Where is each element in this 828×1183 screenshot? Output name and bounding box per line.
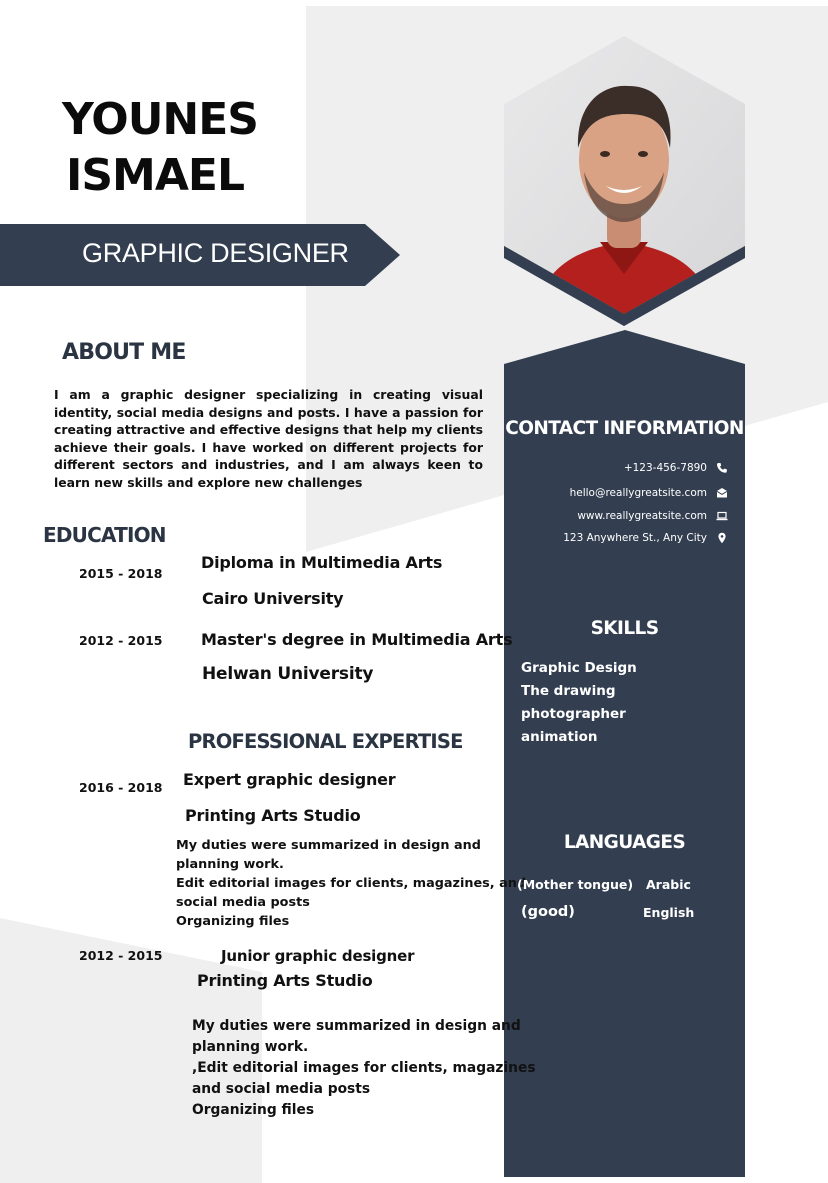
expertise-role: Junior graphic designer [221, 947, 415, 965]
candidate-name [62, 92, 258, 204]
duty-line: Edit editorial images for clients, magazines, and [176, 876, 526, 891]
about-text: I am a graphic designer specializing in creating visual identity, social media designs and posts. I have a passion for creating attractive and effective designs that help my clients achieve their goals. I have worked on different projects for different sectors and industries, and I am always keen to learn new skills and explore new challenges [54, 387, 483, 490]
language-level: (Mother tongue) [517, 877, 634, 892]
duty-line: Organizing files [192, 1102, 315, 1118]
education-degree: Diploma in Multimedia Arts [201, 553, 443, 572]
duty-line: planning work. [176, 857, 284, 872]
language-level: (good) [521, 904, 575, 920]
phone-text: +123-456-7890 [623, 462, 707, 474]
expertise-role: Expert graphic designer [183, 770, 396, 789]
skill-item: photographer [521, 706, 626, 722]
profile-photo [504, 36, 745, 326]
skills-heading: SKILLS [590, 618, 659, 639]
education-years: 2015 - 2018 [79, 566, 163, 581]
expertise-company: Printing Arts Studio [185, 806, 361, 825]
skill-item: Graphic Design [521, 660, 637, 676]
contact-address [563, 532, 728, 544]
location-pin-icon [716, 532, 728, 544]
address-text: 123 Anywhere St., Any City [563, 532, 707, 544]
duty-line: planning work. [192, 1039, 309, 1055]
duty-line: My duties were summarized in design and [192, 1018, 521, 1034]
email-text: hello@reallygreatsite.com [569, 487, 707, 499]
job-title: GRAPHIC DESIGNER [82, 238, 349, 268]
duty-line: social media posts [176, 895, 310, 910]
contact-website [577, 510, 728, 522]
phone-icon [716, 462, 728, 474]
duty-line: Organizing files [176, 914, 290, 929]
about-heading: ABOUT ME [62, 340, 186, 365]
education-school: Helwan University [202, 664, 374, 684]
contact-heading: CONTACT INFORMATION [505, 418, 744, 439]
expertise-duties [176, 836, 526, 931]
last-name: ISMAEL [66, 150, 244, 201]
languages-heading: LANGUAGES [563, 832, 686, 853]
education-school: Cairo University [202, 589, 344, 608]
language-name: English [643, 905, 695, 920]
duty-line: My duties were summarized in design and [176, 838, 481, 853]
skill-item: animation [521, 729, 598, 745]
duty-line: ,Edit editorial images for clients, magazines [192, 1060, 536, 1076]
expertise-heading: PROFESSIONAL EXPERTISE [188, 730, 463, 753]
duty-line: and social media posts [192, 1081, 371, 1097]
laptop-icon [716, 510, 728, 522]
language-name: Arabic [646, 877, 691, 892]
expertise-company: Printing Arts Studio [197, 971, 373, 990]
contact-phone [624, 462, 728, 474]
website-text: www.reallygreatsite.com [577, 510, 707, 522]
contact-email [570, 487, 728, 499]
expertise-years: 2016 - 2018 [79, 780, 163, 795]
education-degree: Master's degree in Multimedia Arts [201, 630, 513, 649]
skill-item: The drawing [521, 683, 616, 699]
mail-icon [716, 487, 728, 499]
education-years: 2012 - 2015 [79, 633, 163, 648]
expertise-years: 2012 - 2015 [79, 948, 163, 963]
education-heading: EDUCATION [43, 523, 166, 547]
first-name: YOUNES [62, 94, 258, 145]
sidebar-panel [504, 330, 745, 1177]
expertise-duties [192, 1016, 536, 1121]
